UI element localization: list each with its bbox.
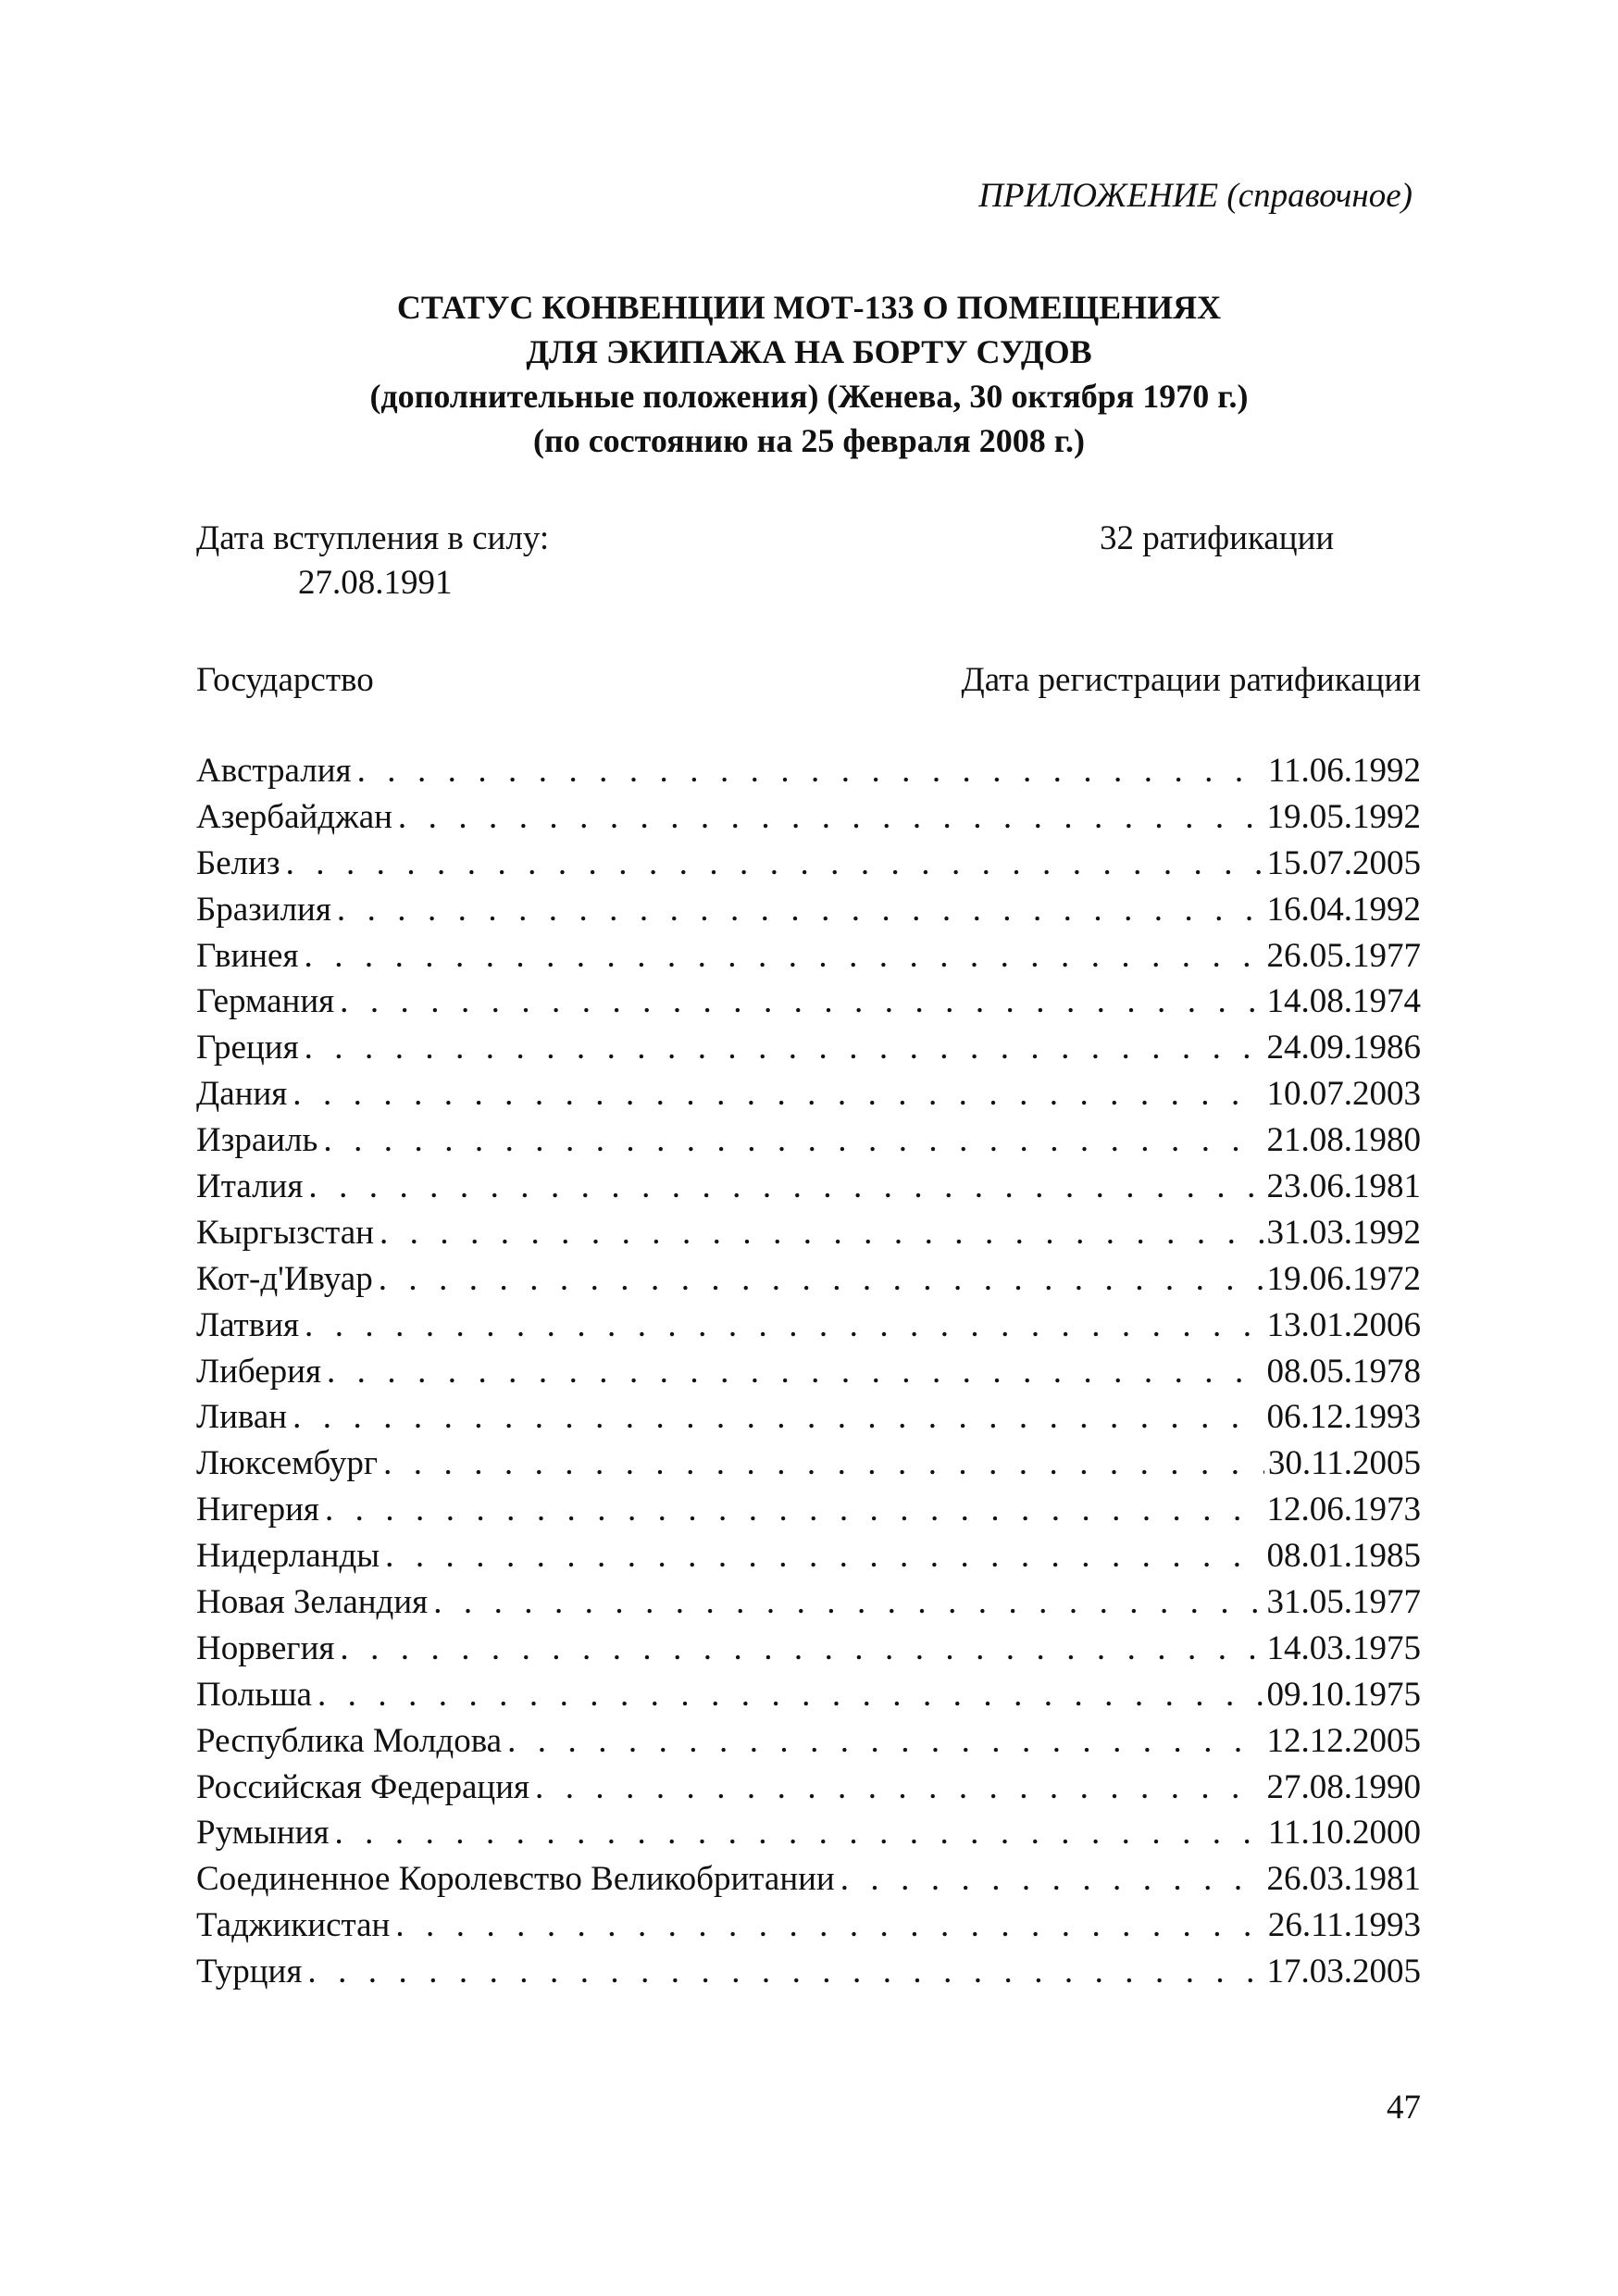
ratification-date: 30.11.2005: [1267, 1444, 1421, 1483]
list-item: [196, 1765, 1421, 1811]
dot-leader: [428, 1579, 1263, 1626]
entry-into-force-label: Дата вступления в силу:: [196, 519, 550, 557]
dot-leader: [317, 1117, 1263, 1164]
dot-leader: [312, 1672, 1263, 1718]
list-item: [196, 1164, 1421, 1210]
state-name: Нигерия: [196, 1491, 319, 1529]
ratification-date: 23.06.1981: [1266, 1167, 1421, 1206]
ratification-date: 09.10.1975: [1266, 1675, 1421, 1714]
list-item: [196, 1903, 1421, 1949]
state-name: Нидерланды: [196, 1537, 380, 1576]
ratification-list: [196, 748, 1421, 1995]
state-name: Российская Федерация: [196, 1767, 530, 1806]
dot-leader: [352, 748, 1264, 794]
state-name: Греция: [196, 1029, 299, 1067]
list-item: [196, 1071, 1421, 1117]
dot-leader: [380, 1533, 1263, 1579]
ratification-date: 31.05.1977: [1266, 1583, 1421, 1622]
ratification-date: 17.03.2005: [1266, 1953, 1421, 1991]
dot-leader: [287, 1071, 1263, 1117]
list-item: [196, 1349, 1421, 1395]
ratification-date: 11.10.2000: [1267, 1814, 1421, 1853]
list-item: [196, 979, 1421, 1025]
dot-leader: [334, 979, 1263, 1025]
state-name: Таджикистан: [196, 1906, 391, 1945]
ratifications-count: 32 ратификации: [1100, 519, 1335, 557]
list-item: [196, 1117, 1421, 1164]
state-name: Кот-д'Ивуар: [196, 1259, 373, 1298]
title-line-4: (по состоянию на 25 февраля 2008 г.): [532, 422, 1086, 459]
state-name: Германия: [196, 982, 335, 1021]
page-number: 47: [1387, 2089, 1421, 2127]
state-name: Австралия: [196, 752, 352, 790]
ratification-date: 08.01.1985: [1266, 1537, 1421, 1576]
title-line-1: СТАТУС КОНВЕНЦИИ МОТ-133 О ПОМЕЩЕНИЯХ: [396, 289, 1222, 326]
ratification-date: 14.08.1974: [1266, 982, 1421, 1021]
ratification-date: 26.11.1993: [1267, 1906, 1421, 1945]
list-item: [196, 1025, 1421, 1071]
list-item: [196, 1672, 1421, 1718]
list-item: [196, 933, 1421, 980]
dot-leader: [502, 1718, 1263, 1765]
dot-leader: [390, 1903, 1264, 1949]
dot-leader: [299, 1303, 1263, 1349]
ratification-date: 08.05.1978: [1266, 1352, 1421, 1391]
ratification-date: 11.06.1992: [1267, 752, 1421, 790]
state-name: Новая Зеландия: [196, 1583, 429, 1622]
list-item: [196, 1810, 1421, 1856]
column-header-state: Государство: [196, 661, 374, 699]
dot-leader: [321, 1349, 1263, 1395]
list-item: [196, 1718, 1421, 1765]
state-name: Дания: [196, 1075, 288, 1114]
list-item: [196, 1256, 1421, 1303]
dot-leader: [287, 1394, 1263, 1441]
list-item: [196, 794, 1421, 841]
state-name: Румыния: [196, 1814, 330, 1853]
dot-leader: [334, 1626, 1263, 1672]
dot-leader: [835, 1856, 1263, 1903]
appendix-label: ПРИЛОЖЕНИЕ (справочное): [978, 177, 1413, 215]
dot-leader: [299, 933, 1263, 980]
ratification-date: 12.06.1973: [1266, 1491, 1421, 1529]
list-item: [196, 1441, 1421, 1487]
dot-leader: [374, 1210, 1263, 1256]
state-name: Люксембург: [196, 1444, 379, 1483]
ratification-date: 19.06.1972: [1266, 1259, 1421, 1298]
state-name: Гвинея: [196, 936, 299, 975]
title-line-3: (дополнительные положения) (Женева, 30 октября 1970 г.): [369, 378, 1249, 415]
list-item: [196, 1394, 1421, 1441]
dot-leader: [319, 1487, 1263, 1533]
dot-leader: [331, 887, 1263, 933]
ratification-date: 16.04.1992: [1266, 890, 1421, 929]
ratification-date: 15.07.2005: [1266, 843, 1421, 882]
state-name: Норвегия: [196, 1628, 335, 1667]
ratification-date: 10.07.2003: [1266, 1075, 1421, 1114]
state-name: Израиль: [196, 1121, 318, 1160]
entry-into-force-date: 27.08.1991: [298, 564, 453, 602]
ratification-date: 27.08.1990: [1266, 1767, 1421, 1806]
state-name: Латвия: [196, 1305, 300, 1344]
dot-leader: [392, 794, 1263, 841]
state-name: Ливан: [196, 1398, 288, 1437]
list-item: [196, 841, 1421, 887]
list-item: [196, 1533, 1421, 1579]
list-item: [196, 1210, 1421, 1256]
state-name: Кыргызстан: [196, 1213, 374, 1252]
dot-leader: [299, 1025, 1263, 1071]
list-item: [196, 1303, 1421, 1349]
dot-leader: [378, 1441, 1264, 1487]
dot-leader: [329, 1810, 1263, 1856]
state-name: Белиз: [196, 843, 280, 882]
list-item: [196, 1579, 1421, 1626]
title-line-2: ДЛЯ ЭКИПАЖА НА БОРТУ СУДОВ: [526, 333, 1092, 370]
state-name: Либерия: [196, 1352, 321, 1391]
list-item: [196, 748, 1421, 794]
state-name: Италия: [196, 1167, 304, 1206]
list-item: [196, 1856, 1421, 1903]
ratification-date: 31.03.1992: [1266, 1213, 1421, 1252]
dot-leader: [302, 1949, 1263, 1995]
ratification-date: 26.05.1977: [1266, 936, 1421, 975]
state-name: Соединенное Королевство Великобритании: [196, 1860, 835, 1899]
ratification-date: 06.12.1993: [1266, 1398, 1421, 1437]
state-name: Турция: [196, 1953, 303, 1991]
column-header-date: Дата регистрации ратификации: [961, 661, 1421, 699]
dot-leader: [303, 1164, 1263, 1210]
list-item: [196, 1487, 1421, 1533]
dot-leader: [373, 1256, 1263, 1303]
ratification-date: 13.01.2006: [1266, 1305, 1421, 1344]
state-name: Республика Молдова: [196, 1721, 503, 1760]
document-title: [0, 285, 1618, 463]
list-item: [196, 1626, 1421, 1672]
dot-leader: [280, 841, 1263, 887]
ratification-date: 19.05.1992: [1266, 797, 1421, 836]
list-item: [196, 887, 1421, 933]
ratification-date: 26.03.1981: [1266, 1860, 1421, 1899]
state-name: Азербайджан: [196, 797, 392, 836]
state-name: Бразилия: [196, 890, 331, 929]
state-name: Польша: [196, 1675, 312, 1714]
ratification-date: 24.09.1986: [1266, 1029, 1421, 1067]
ratification-date: 14.03.1975: [1266, 1628, 1421, 1667]
ratification-date: 21.08.1980: [1266, 1121, 1421, 1160]
ratification-date: 12.12.2005: [1266, 1721, 1421, 1760]
list-item: [196, 1949, 1421, 1995]
dot-leader: [529, 1765, 1263, 1811]
